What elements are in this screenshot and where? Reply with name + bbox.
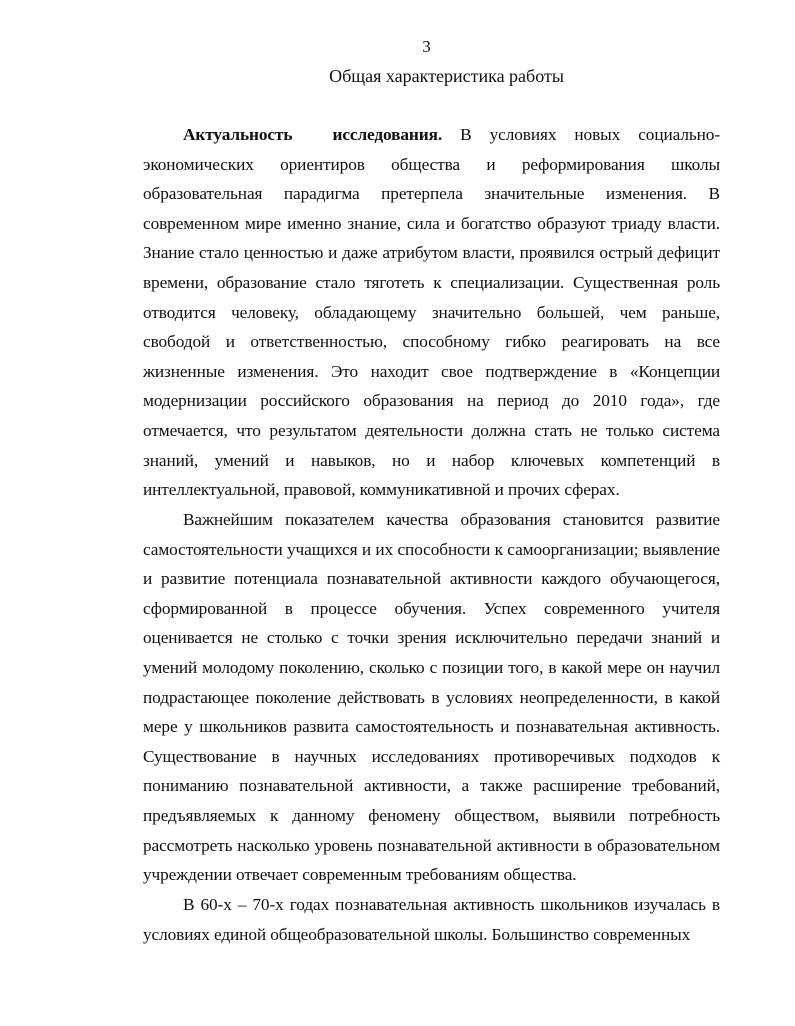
paragraph-relevance — [143, 120, 720, 505]
paragraph-text: В 60-х – 70-х годах познавательная активность школьников изучалась в условиях единой общеобразовательной школы. Большинство современных — [143, 895, 720, 944]
paragraph-text: В условиях новых социально-экономических ориентиров общества и реформирования школы образовательная парадигма претерпела значительные изменения. В современном мире именно знание, сила и богатство образуют триаду власти. Знание стало ценностью и даже атрибутом власти, проявился острый дефицит времени, образование стало тяготеть к специализации. Существенная роль отводится человеку, обладающему значительно большей, чем раньше, свободой и ответственностью, способному гибко реагировать на все жизненные изменения. Это находит свое подтверждение в «Концепции модернизации российского образования на период до 2010 года», где отмечается, что результатом деятельности должна стать не только система знаний, умений и навыков, но и набор ключевых компетенций в интеллектуальной, правовой, коммуникативной и прочих сферах. — [143, 125, 720, 500]
paragraph-text: Важнейшим показателем качества образования становится развитие самостоятельности учащихся и их способности к самоорганизации; выявление и развитие потенциала познавательной активности каждого обучающегося, сформированной в процессе обучения. Успех современного учителя оценивается не столько с точки зрения исключительно передачи знаний и умений молодому поколению, сколько с позиции того, в какой мере он научил подрастающее поколение действовать в условиях неопределенности, в какой мере у школьников развита самостоятельность и познавательная активность. Существование в научных исследованиях противоречивых подходов к пониманию познавательной активности, а также расширение требований, предъявляемых к данному феномену обществом, выявили потребность рассмотреть насколько уровень познавательной активности в образовательном учреждении отвечает современным требованиям общества. — [143, 510, 720, 885]
page-number: 3 — [422, 37, 431, 56]
paragraph-history — [143, 890, 720, 949]
paragraph-quality-indicator — [143, 505, 720, 890]
paragraph-lead-heading: Актуальность исследования. — [183, 125, 443, 144]
section-title: Общая характеристика работы — [329, 66, 564, 86]
